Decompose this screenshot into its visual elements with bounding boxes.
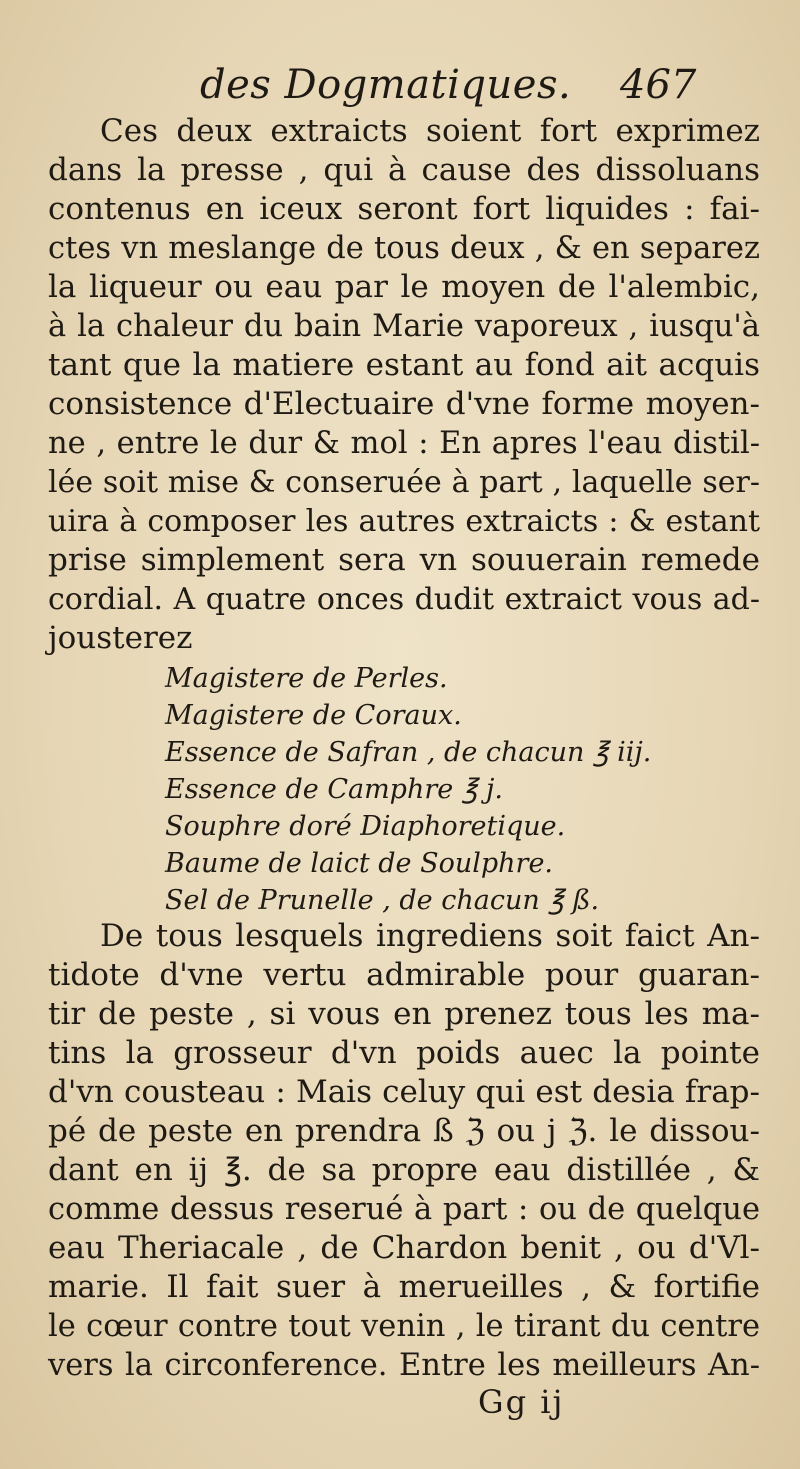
text-line: jousterez xyxy=(48,620,193,656)
text-line: De tous lesquels ingrediens soit faict An- xyxy=(100,918,760,954)
text-line: Ces deux extraicts soient fort exprimez xyxy=(100,113,760,149)
text-line: d'vn cousteau : Mais celuy qui est desia frap- xyxy=(48,1074,760,1110)
ingredient-line: Baume de laict de Soulphre. xyxy=(165,848,554,879)
ingredient-line: Magistere de Perles. xyxy=(165,663,448,694)
text-line: contenus en iceux seront fort liquides : fai- xyxy=(48,191,760,227)
ingredient-line: Magistere de Coraux. xyxy=(165,700,462,731)
text-line: dans la presse , qui à cause des dissoluans xyxy=(48,152,760,188)
text-line: pé de peste en prendra ß ℨ ou j ℨ. le dissou- xyxy=(48,1113,760,1149)
text-line: ctes vn meslange de tous deux , & en separez xyxy=(48,231,760,266)
ingredient-list xyxy=(165,660,685,919)
ingredient-line: Sel de Prunelle , de chacun ℥ ß. xyxy=(165,885,600,916)
text-line: ne , entre le dur & mol : En apres l'eau distil- xyxy=(48,426,760,461)
text-line: eau Theriacale , de Chardon benit , ou d'Vl- xyxy=(48,1230,760,1266)
paragraph-1 xyxy=(48,112,760,658)
text-line: vers la circonference. Entre les meilleurs An- xyxy=(48,1348,760,1383)
text-line: tant que la matiere estant au fond ait acquis xyxy=(48,347,760,383)
ingredient-line: Essence de Safran , de chacun ℥ iij. xyxy=(165,737,652,768)
ingredient-line: Essence de Camphre ℥ j. xyxy=(165,774,503,805)
text-line: la liqueur ou eau par le moyen de l'alembic, xyxy=(48,269,760,305)
text-line: prise simplement sera vn souuerain remede xyxy=(48,542,760,578)
text-line: uira à composer les autres extraicts : & estant xyxy=(48,504,760,539)
paragraph-2 xyxy=(48,917,760,1385)
text-line: tins la grosseur d'vn poids auec la pointe xyxy=(48,1035,760,1071)
text-line: comme dessus reserué à part : ou de quelque xyxy=(48,1192,760,1227)
signature-mark: Gg ij xyxy=(478,1383,565,1421)
ingredient-line: Souphre doré Diaphoretique. xyxy=(165,811,566,842)
text-line: marie. Il fait suer à merueilles , & fortifie xyxy=(48,1269,760,1305)
page-number: 467 xyxy=(620,62,697,108)
text-line: lée soit mise & conseruée à part , laquelle ser- xyxy=(48,465,760,500)
running-head: des Dogmatiques. xyxy=(200,62,572,108)
text-line: à la chaleur du bain Marie vaporeux , iusqu'à xyxy=(48,309,760,344)
text-line: tir de peste , si vous en prenez tous les ma- xyxy=(48,996,760,1032)
text-line: consistence d'Electuaire d'vne forme moyen- xyxy=(48,386,760,422)
text-line: cordial. A quatre onces dudit extraict vous ad- xyxy=(48,582,760,617)
text-line: tidote d'vne vertu admirable pour guaran- xyxy=(48,957,760,993)
text-line: dant en ij ℥. de sa propre eau distillée , & xyxy=(48,1152,760,1188)
text-line: le cœur contre tout venin , le tirant du centre xyxy=(48,1309,760,1344)
